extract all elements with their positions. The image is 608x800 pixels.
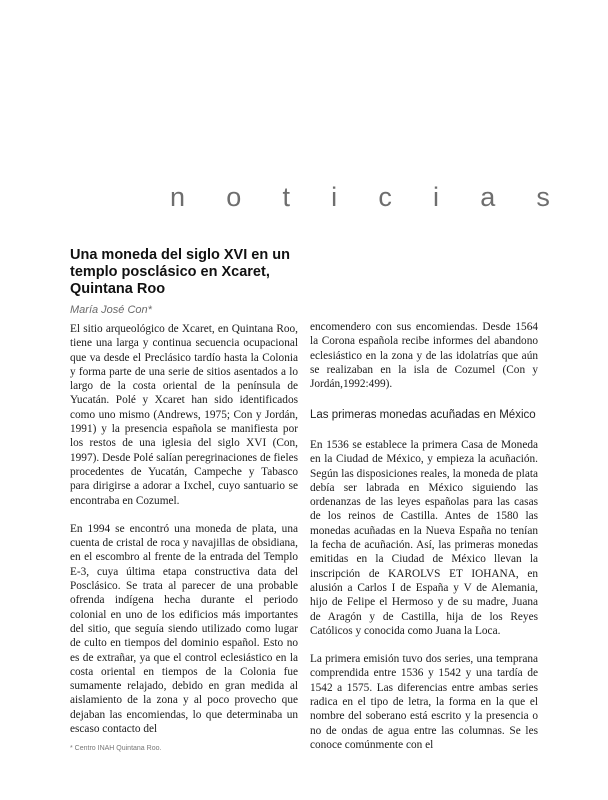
section-subheading: Las primeras monedas acuñadas en México [310, 409, 536, 422]
section-letter: i [433, 182, 440, 212]
section-letter: s [536, 182, 550, 212]
footnote: * Centro INAH Quintana Roo. [70, 745, 162, 752]
paragraph: En 1536 se establece la primera Casa de Moneda en la Ciudad de México, y empieza la acuñación. Según las disposiciones reales, la moneda de plata debía ser labrada en México siguiendo las ordenanzas de las leyes españolas para las casas de los reinos de Castilla. Antes de 1580 las monedas acuñadas en la Nueva España no tenían la fecha de acuñación. Así, las primeras monedas emitidas en la Ciudad de México llevan la inscripción de KAROLVS ET IOHANA, en alusión a Carlos I de España y V de Alemania, hijo de Felipe el Hermoso y de su madre, Juana de Aragón y de Castilla, hija de los Reyes Católicos y conocida como Juana la Loca. [310, 438, 538, 637]
article-title-part: Una moneda del siglo [70, 247, 224, 263]
section-letter: n [170, 182, 186, 212]
paragraph: encomendero con sus encomiendas. Desde 1564 la Corona española recibe informes del abandono eclesiástico en la zona y de las idolatrías que aún se realizaban en la isla de Cozumel (Con y Jordán,1992:499). [310, 321, 538, 391]
article-author: María José Con* [70, 304, 152, 316]
section-letter: t [282, 182, 290, 212]
right-column [310, 320, 538, 752]
article-title-part: en un templo posclásico en Xcaret, Quintana Roo [70, 247, 290, 297]
paragraph: La primera emisión tuvo dos series, una temprana comprendida entre 1536 y 1542 y una tardía de 1542 a 1575. Las diferencias entre ambas series radica en el tipo de letra, la forma en la que el nombre del soberano está escrito y la presencia o no de ondas de agua entre las columnas. Se les conoce comúnmente con el [310, 653, 538, 751]
article-title-century: XVI [223, 247, 248, 263]
section-letter: o [226, 182, 242, 212]
section-letter: c [378, 182, 392, 212]
paragraph: El sitio arqueológico de Xcaret, en Quintana Roo, tiene una larga y continua secuencia ocupacional que va desde el Preclásico tardío hasta la Colonia y forma parte de una serie de sitios asentados a lo largo de la costa oriental de la península de Yucatán. Polé y Xcaret han sido identificados como uno mismo (Andrews, 1975; Con y Jordán, 1991) y la presencia española se manifiesta por los restos de una iglesia del siglo XVI (Con, 1997). Desde Polé salían peregrinaciones de fieles procedentes de Yucatán, Campeche y Tabasco para dirigirse a adorar a Ixchel, cuyo santuario se encontraba en Cozumel. [70, 323, 298, 507]
section-letter: a [480, 182, 496, 212]
paragraph: En 1994 se encontró una moneda de plata, una cuenta de cristal de roca y navajillas de obsidiana, en el escombro al frente de la entrada del Templo E-3, cuya última etapa constructiva data del Posclásico. Se trata al parecer de una probable ofrenda indígena hecha durante el periodo colonial en uno de los edificios más importantes del sitio, que seguía siendo utilizado como lugar de culto en tiempos del dominio español. Esto no es de extrañar, ya que el control eclesiástico en la costa oriental en tiempos de la Colonia fue sumamente relajado, debido en gran medida al aislamiento de la zona y al poco provecho que dejaban las encomiendas, lo que determinaba un escaso contacto del [70, 522, 298, 736]
section-heading [170, 182, 550, 213]
article-title [70, 247, 310, 298]
section-letter: i [331, 182, 338, 212]
left-column [70, 322, 298, 736]
